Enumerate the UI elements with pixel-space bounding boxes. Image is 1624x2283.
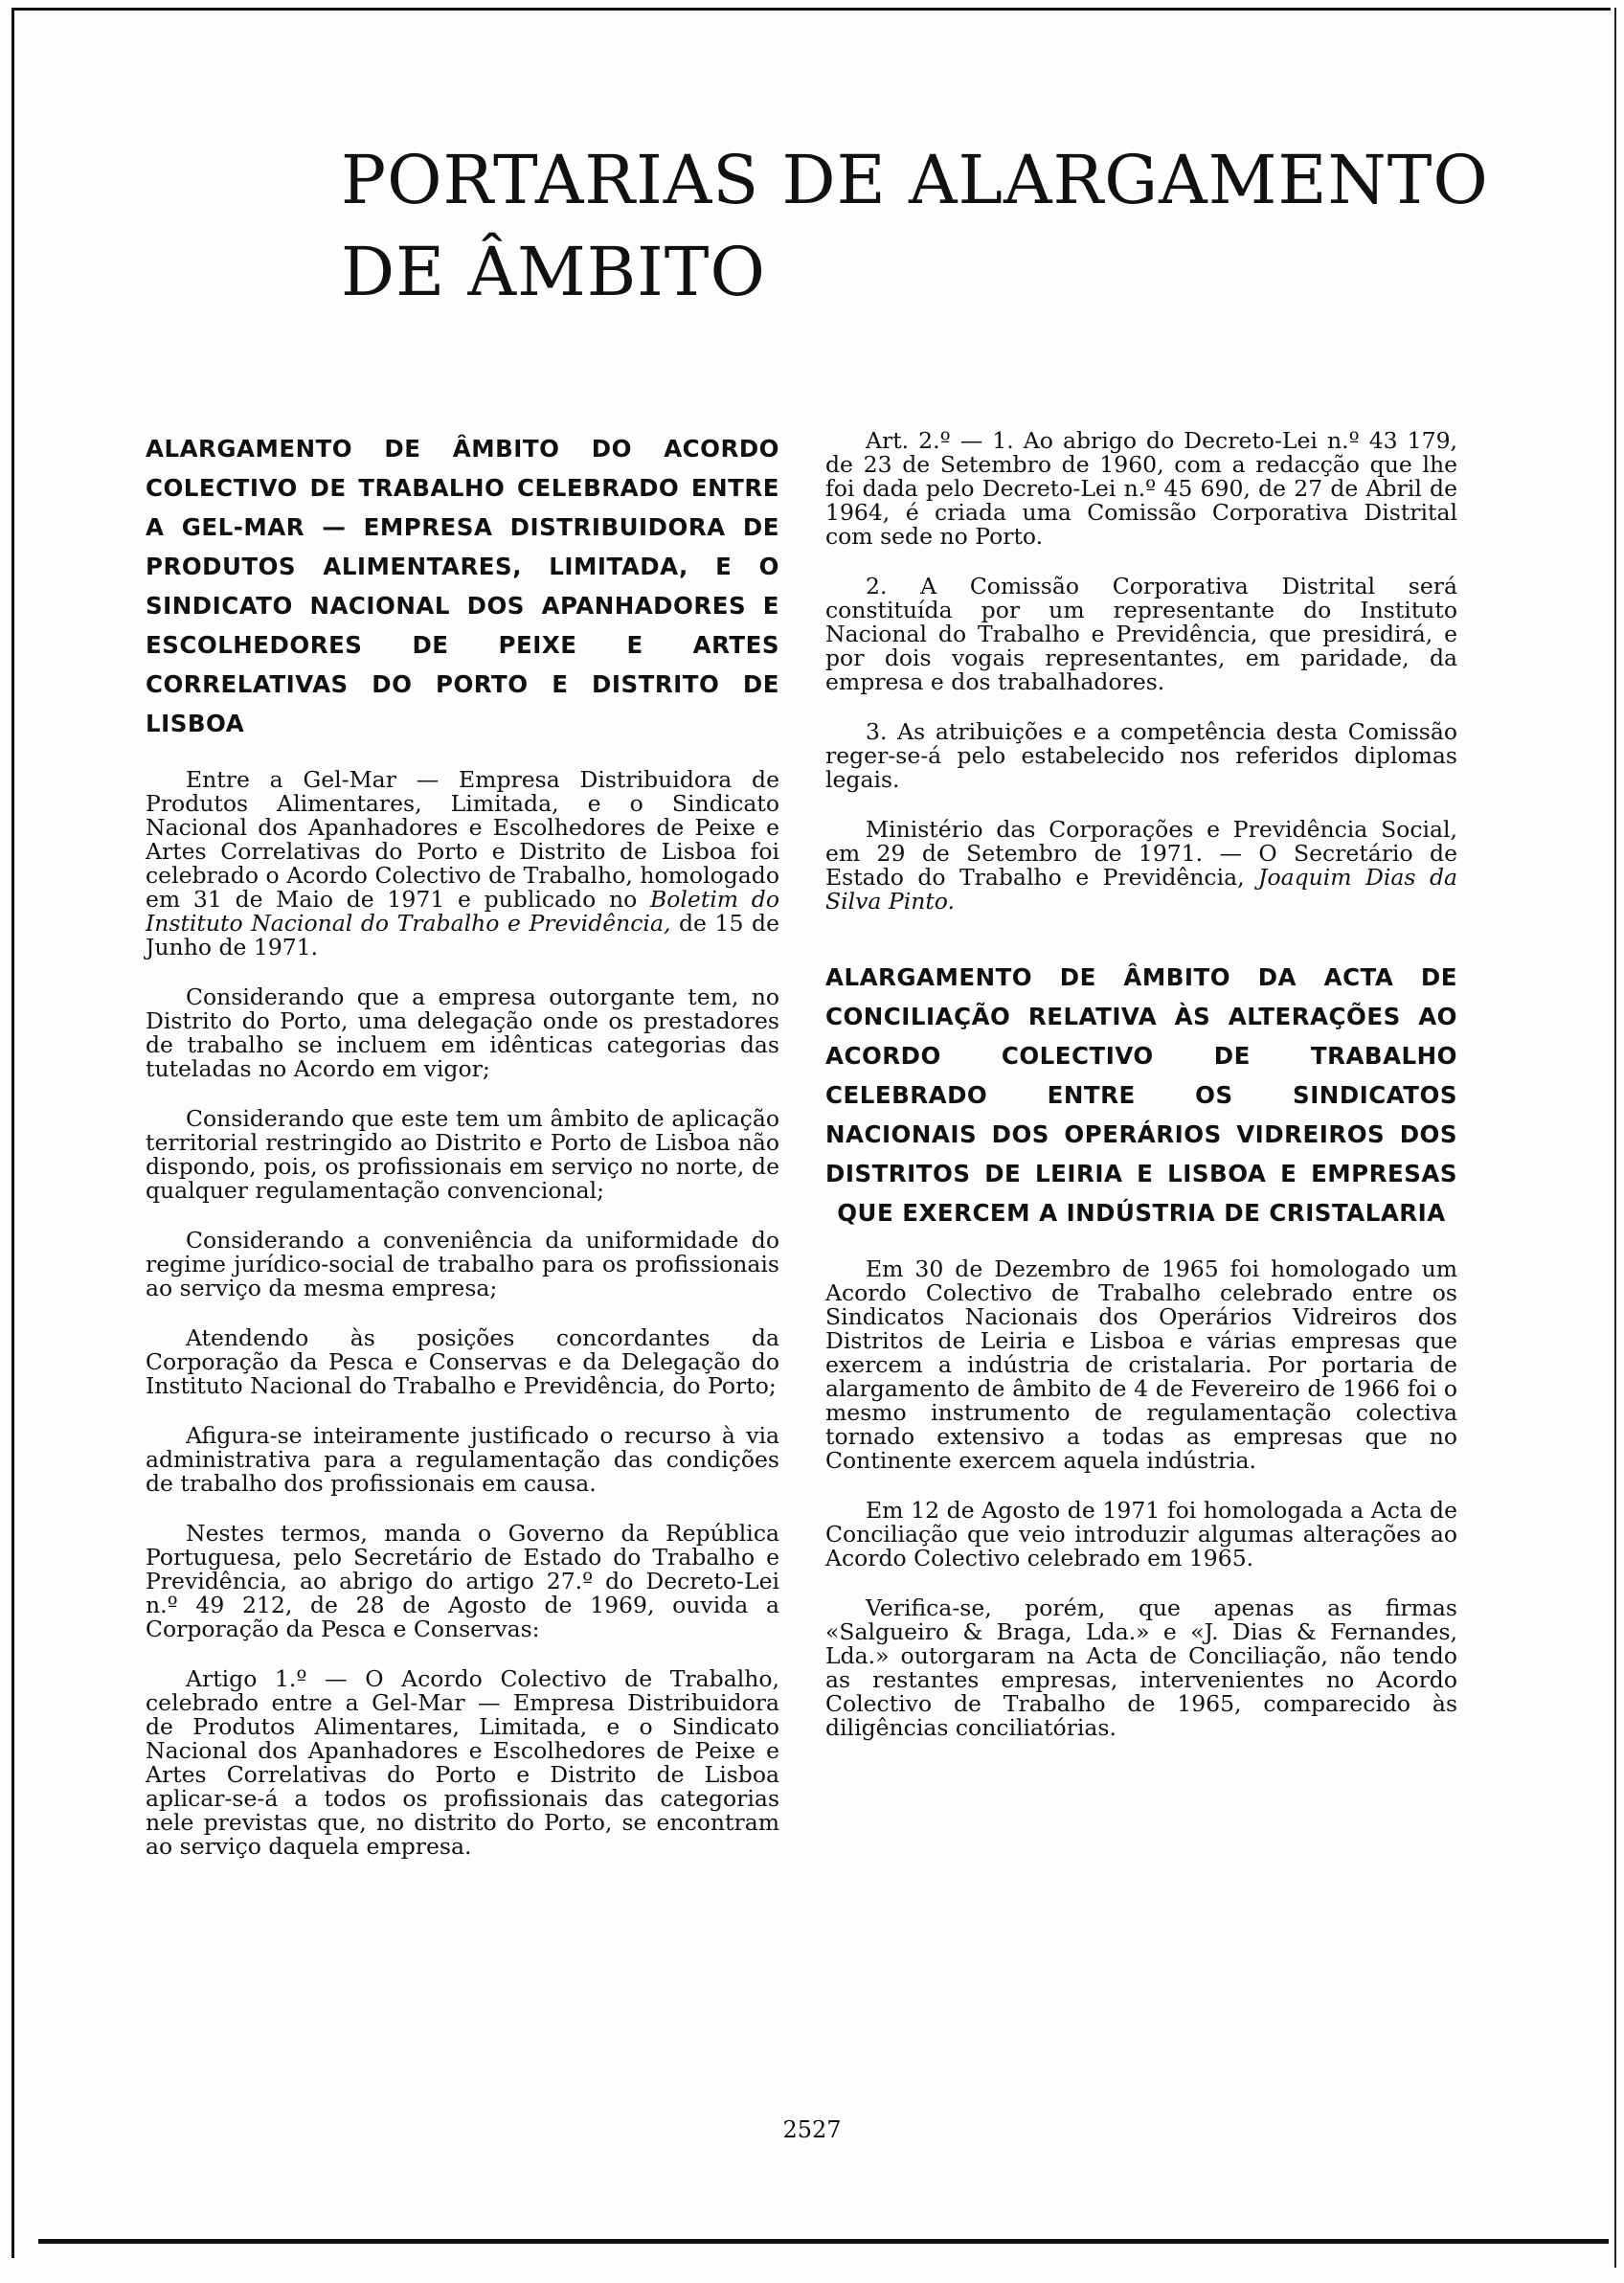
paragraph-considering-2: Considerando que este tem um âmbito de aplicação territorial restringido ao Distrito e Porto de Lisboa não dispondo, pois, os profissionais em serviço no norte, de qualquer regulamentação convencional; [146, 1105, 779, 1204]
paragraph-justification: Afigura-se inteiramente justificado o recurso à via administrativa para a regulamentação das condições de trabalho dos profissionais em causa. [146, 1422, 779, 1497]
paragraph-terms: Nestes termos, manda o Governo da República Portuguesa, pelo Secretário de Estado do Trabalho e Previdência, ao abrigo do artigo 27.º do Decreto-Lei n.º 49 212, de 28 de Agosto de 1969, ouvida a Corporação da Pesca e Conservas: [146, 1520, 779, 1642]
paragraph-homologation-1965: Em 30 de Dezembro de 1965 foi homologado um Acordo Colectivo de Trabalho celebrado entre os Sindicatos Nacionais dos Operários Vidreiros dos Distritos de Leiria e Lisboa e várias empresas que exercem a indústria de cristalaria. Por portaria de alargamento de âmbito de 4 de Fevereiro de 1966 foi o mesmo instrumento de regulamentação colectiva tornado extensivo a todas as empresas que no Continente exercem aquela indústria. [825, 1255, 1457, 1474]
paragraph-intro-date: de 15 de Junho de 1971. [146, 910, 779, 961]
page-border-right [1614, 8, 1616, 2268]
paragraph-article-1: Artigo 1.º — O Acordo Colectivo de Trabalho, celebrado entre a Gel-Mar — Empresa Distribuidora de Produtos Alimentares, Limitada, e o Sindicato Nacional dos Apanhadores e Escolhedores de Peixe e Artes Correlativas do Porto e Distrito de Lisboa aplicar-se-á a todos os profissionais das categorias nele previstas que, no distrito do Porto, se encontram ao serviço daquela empresa. [146, 1665, 779, 1860]
paragraph-article-2: Art. 2.º — 1. Ao abrigo do Decreto-Lei n.º 43 179, de 23 de Setembro de 1960, com a redacção que lhe foi dada pelo Decreto-Lei n.º 45 690, de 27 de Abril de 1964, é criada uma Comissão Corporativa Distrital com sede no Porto. [825, 427, 1457, 550]
right-column [825, 429, 1457, 1766]
paragraph-signature-text: Ministério das Corporações e Previdência Social, em 29 de Setembro de 1971. — O Secretário de Estado do Trabalho e Previdência, [825, 816, 1457, 891]
left-column [146, 429, 779, 1885]
page-border-left [11, 8, 14, 2258]
paragraph-signature [825, 818, 1457, 914]
paragraph-attending: Atendendo às posições concordantes da Corporação da Pesca e Conservas e da Delegação do Instituto Nacional do Trabalho e Previdência, do Porto; [146, 1324, 779, 1399]
paragraph-considering-3: Considerando a conveniência da uniformidade do regime jurídico-social de trabalho para os profissionais ao serviço da mesma empresa; [146, 1227, 779, 1301]
publication-title: Boletim do Instituto Nacional do Trabalho e Previdência, [146, 886, 779, 937]
paragraph-homologation-1971: Em 12 de Agosto de 1971 foi homologada a Acta de Conciliação que veio introduzir algumas alterações ao Acordo Colectivo celebrado em 1965. [825, 1497, 1457, 1571]
signatory-name: Joaquim Dias da Silva Pinto. [825, 864, 1457, 915]
page-title-line-2: DE ÂMBITO [341, 233, 766, 311]
page-title-line-1: PORTARIAS DE ALARGAMENTO [341, 141, 1489, 219]
paragraph-intro [146, 768, 779, 960]
paragraph-attributions: 3. As atribuições e a competência desta Comissão reger-se-á pelo estabelecido nos referidos diplomas legais. [825, 718, 1457, 793]
page-title [341, 134, 1490, 318]
page-number: 2527 [782, 2116, 842, 2143]
paragraph-commission: 2. A Comissão Corporativa Distrital será constituída por um representante do Instituto Nacional do Trabalho e Previdência, que presidirá, e por dois vogais representantes, em paridade, da empresa e dos trabalhadores. [825, 573, 1457, 695]
page-border-bottom [38, 2239, 1609, 2244]
paragraph-verification: Verifica-se, porém, que apenas as firmas «Salgueiro & Braga, Lda.» e «J. Dias & Fernandes, Lda.» outorgaram na Acta de Conciliação, não tendo as restantes empresas, intervenientes no Acordo Colectivo de Trabalho de 1965, comparecido às diligências conciliatórias. [825, 1594, 1457, 1741]
section-heading-cristalaria: ALARGAMENTO DE ÂMBITO DA ACTA DE CONCILIAÇÃO RELATIVA ÀS ALTERAÇÕES AO ACORDO COLECTIVO DE TRABALHO CELEBRADO ENTRE OS SINDICATOS NACIONAIS DOS OPERÁRIOS VIDREIROS DOS DISTRITOS DE LEIRIA E LISBOA E EMPRESAS QUE EXERCEM A INDÚSTRIA DE CRISTALARIA [825, 963, 1457, 1227]
page-border-top [11, 8, 1611, 11]
paragraph-considering-1: Considerando que a empresa outorgante tem, no Distrito do Porto, uma delegação onde os prestadores de trabalho se incluem em idênticas categorias das tuteladas no Acordo em vigor; [146, 983, 779, 1082]
section-heading-gel-mar: ALARGAMENTO DE ÂMBITO DO ACORDO COLECTIVO DE TRABALHO CELEBRADO ENTRE A GEL-MAR — EMPRESA DISTRIBUIDORA DE PRODUTOS ALIMENTARES, LIMITADA, E O SINDICATO NACIONAL DOS APANHADORES E ESCOLHEDORES DE PEIXE E ARTES CORRELATIVAS DO PORTO E DISTRITO DE LISBOA [146, 435, 779, 737]
paragraph-intro-text: Entre a Gel-Mar — Empresa Distribuidora de Produtos Alimentares, Limitada, e o Sindicato Nacional dos Apanhadores e Escolhedores de Peixe e Artes Correlativas do Porto e Distrito de Lisboa foi celebrado o Acordo Colectivo de Trabalho, homologado em 31 de Maio de 1971 e publicado no [146, 766, 779, 913]
